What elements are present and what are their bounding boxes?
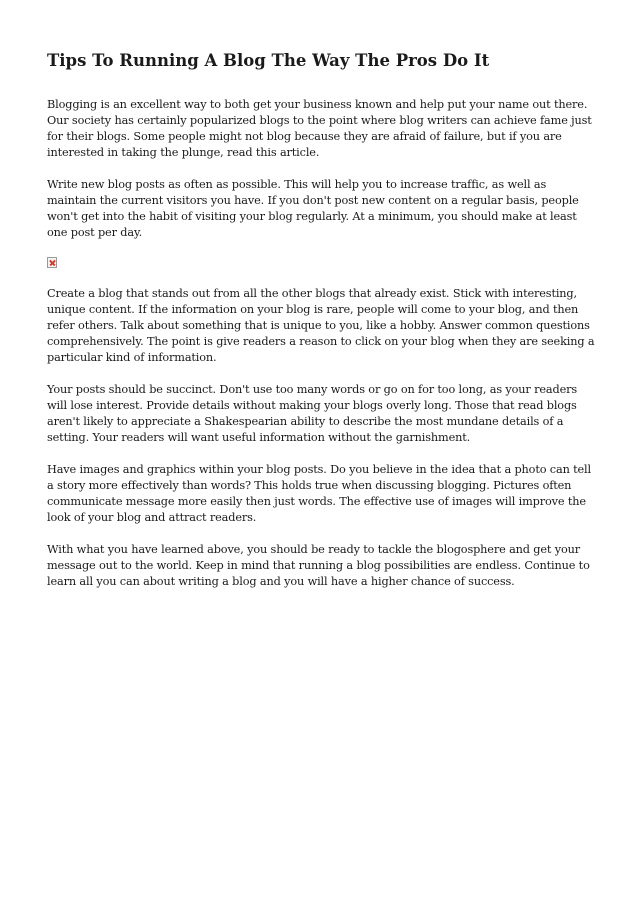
paragraph-post-often: Write new blog posts as often as possible. This will help you to increase traffic, as well as maintain the current visitors you have. If you don't post new content on a regular basis, people won't get into the habit of visiting your blog regularly. At a minimum, you should make at least one post per day.: [47, 178, 579, 239]
paragraph-conclusion: With what you have learned above, you should be ready to tackle the blogosphere and get your message out to the world. Keep in mind that running a blog possibilities are endless. Continue to learn all you can about writing a blog and you will have a higher chance of success.: [47, 543, 590, 588]
document-title: Tips To Running A Blog The Way The Pros Do It: [47, 51, 490, 70]
document-page: [47, 50, 595, 606]
paragraph-succinct: Your posts should be succinct. Don't use too many words or go on for too long, as your readers will lose interest. Provide details without making your blogs overly long. Those that read blogs aren't likely to appreciate a Shakespearian ability to describe the most mundane details of a setting. Your readers will want useful information without the garnishment.: [47, 383, 578, 444]
paragraph-intro: Blogging is an excellent way to both get your business known and help put your name out there. Our society has certainly popularized blogs to the point where blog writers can achieve fame just for their blogs. Some people might not blog because they are afraid of failure, but if you are interested in taking the plunge, read this article.: [47, 98, 592, 159]
broken-image-icon: [47, 257, 57, 268]
paragraph-stand-out: Create a blog that stands out from all the other blogs that already exist. Stick with interesting, unique content. If the information on your blog is rare, people will come to your blog, and then refer others. Talk about something that is unique to you, like a hobby. Answer common questions comprehensively. The point is give readers a reason to click on your blog when they are seeking a particular kind of information.: [47, 287, 595, 364]
paragraph-images: Have images and graphics within your blog posts. Do you believe in the idea that a photo can tell a story more effectively than words? This holds true when discussing blogging. Pictures often communicate message more easily then just words. The effective use of images will improve the look of your blog and attract readers.: [47, 463, 591, 524]
